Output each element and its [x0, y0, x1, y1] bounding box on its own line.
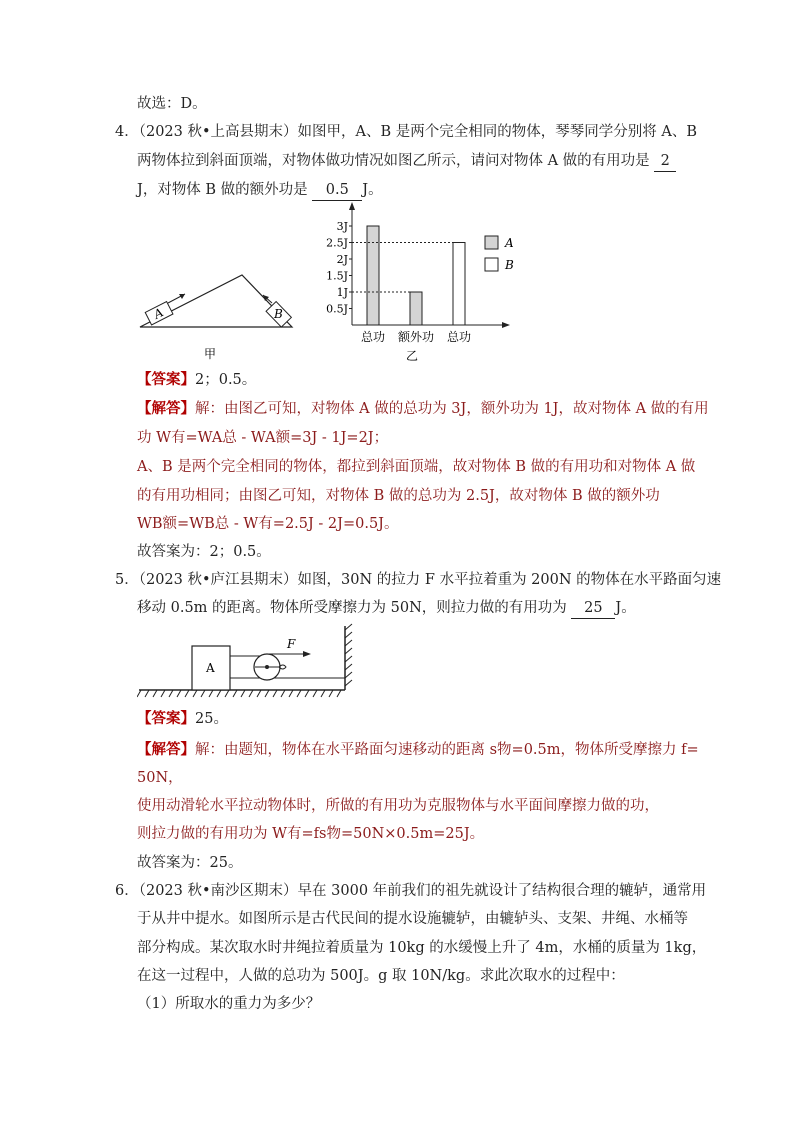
svg-text:B: B — [274, 307, 283, 321]
bar-1 — [367, 226, 379, 325]
legend-swatch-a — [485, 236, 498, 249]
q4-jieda-1: 【解答】解：由图乙可知，对物体 A 做的总功为 3J，额外功为 1J，故对物体 A 做的有用 — [137, 400, 709, 417]
q5-jieda-3: 使用动滑轮水平拉动物体时，所做的有用功为克服物体与水平面间摩擦力做的功， — [137, 798, 659, 814]
q4-answer: 【答案】2；0.5。 — [137, 371, 257, 388]
q6-line-3: 部分构成。某次取水时井绳拉着质量为 10kg 的水缓慢上升了 4m，水桶的质量为 1kg， — [137, 940, 707, 956]
q4-jieda-4: 的有用功相同；由图乙可知，对物体 B 做的总功为 2.5J，故对物体 B 做的额外功 — [137, 488, 660, 504]
q4-jieda-2: 功 W有=WA总 - WA额=3J - 1J=2J； — [137, 430, 389, 446]
legend-swatch-b — [485, 258, 498, 271]
q4-jieda-5: WB额=WB总 - W有=2.5J - 2J=0.5J。 — [137, 516, 399, 532]
y-tick-label: 0.5J — [326, 302, 348, 316]
q6-line-1: 6．（2023 秋•南沙区期末）早在 3000 年前我们的祖先就设计了结构很合理的辘轳，通常用 — [115, 883, 707, 899]
pulley-center — [265, 665, 269, 669]
q5-jieda-1: 【解答】解：由题知，物体在水平路面匀速移动的距离 s物=0.5m，物体所受摩擦力 f= — [137, 741, 699, 758]
caption-yi: 乙 — [406, 349, 419, 363]
q6-sub-1: （1）所取水的重力为多少？ — [137, 996, 321, 1012]
y-tick-label: 2.5J — [326, 236, 348, 250]
q4-line-3: J，对物体 B 做的额外功是 0.5 J。 — [137, 180, 383, 201]
x-tick-label: 总功 — [446, 330, 472, 344]
bar-3 — [453, 243, 465, 326]
block-b — [265, 301, 292, 329]
y-tick-label: 1J — [336, 286, 348, 299]
q6-line-2: 于从井中提水。如图所示是古代民间的提水设施辘轳，由辘轳头、支架、井绳、水桶等 — [137, 911, 688, 927]
block-a-label: A — [206, 661, 215, 675]
wall — [345, 624, 352, 690]
figure-jia-incline — [130, 265, 300, 370]
q4-line-2: 两物体拉到斜面顶端，对物体做功情况如图乙所示，请问对物体 A 做的有用功是 2 — [137, 151, 676, 172]
y-tick-label: 1.5J — [326, 269, 348, 283]
y-tick-label: 2J — [336, 253, 348, 266]
q5-line-2: 移动 0.5m 的距离。物体所受摩擦力为 50N，则拉力做的有用功为 25 J。 — [137, 598, 636, 619]
q4-final: 故答案为：2；0.5。 — [137, 544, 271, 560]
q4-line-1: 4．（2023 秋•上高县期末）如图甲，A、B 是两个完全相同的物体，琴琴同学分别将 A、B — [115, 124, 698, 140]
x-tick-label: 总功 — [360, 330, 386, 344]
q4-blank-2: 0.5 — [312, 180, 362, 201]
force-label: F — [287, 637, 296, 651]
q5-final: 故答案为：25。 — [137, 855, 243, 871]
y-tick-label: 3J — [336, 220, 348, 233]
q5-line-1: 5．（2023 秋•庐江县期末）如图，30N 的拉力 F 水平拉着重为 200N 的物体在水平路面匀速 — [115, 572, 722, 588]
q4-blank-1: 2 — [654, 151, 676, 172]
q4-jieda-3: A、B 是两个完全相同的物体，都拉到斜面顶端，故对物体 B 做的有用功和对物体 A 做 — [137, 459, 696, 475]
force-arrow-head — [303, 651, 311, 657]
q5-answer: 【答案】25。 — [137, 710, 228, 727]
bar-2 — [410, 292, 422, 325]
legend-label-a: A — [505, 236, 514, 250]
ground-hatch — [137, 690, 341, 697]
q5-jieda-2: 50N， — [137, 770, 183, 786]
svg-text:A: A — [151, 305, 166, 322]
x-tick-label: 额外功 — [397, 330, 435, 344]
q6-line-4: 在这一过程中，人做的总功为 500J。g 取 10N/kg。求此次取水的过程中： — [137, 968, 625, 984]
y-axis-arrow — [349, 202, 355, 210]
prev-final-answer: 故选：D。 — [137, 96, 207, 112]
caption-jia: 甲 — [204, 347, 217, 361]
x-axis-arrow — [502, 322, 510, 328]
figure-yi-bar-chart — [320, 200, 530, 370]
figure-q5-pulley — [137, 622, 362, 702]
q5-jieda-4: 则拉力做的有用功为 W有=fs物=50N×0.5m=25J。 — [137, 826, 485, 842]
block-a — [145, 302, 173, 325]
q5-blank: 25 — [571, 598, 615, 619]
legend-label-b: B — [505, 258, 514, 272]
